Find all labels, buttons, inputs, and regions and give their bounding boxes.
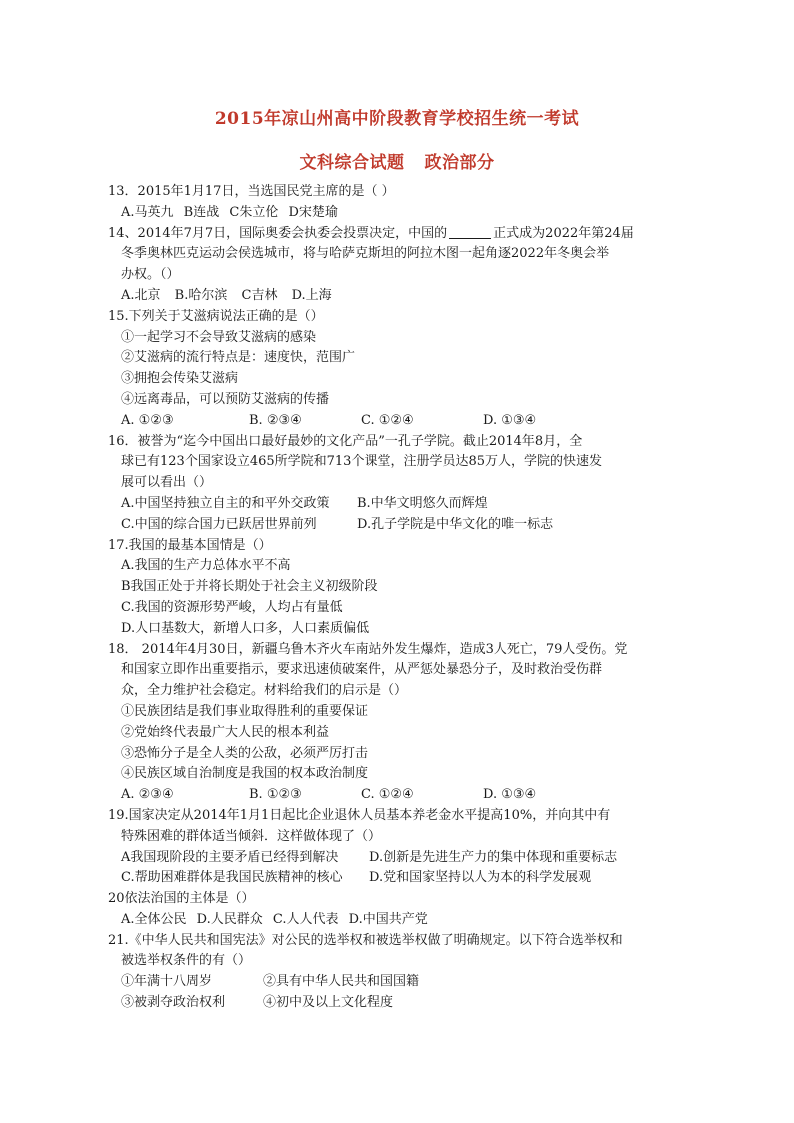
- fill-blank: [449, 224, 491, 239]
- exam-title: 2015年凉山州高中阶段教育学校招生统一考试: [214, 109, 580, 129]
- option: ②具有中华人民共和国国籍: [263, 974, 420, 990]
- question-18-line: 众，全力维护社会稳定。材料给我们的启示是（）: [121, 683, 408, 699]
- option: B我国正处于并将长期处于社会主义初级阶段: [121, 579, 378, 595]
- statement: ④民族区域自治制度是我国的权本政治制度: [121, 766, 369, 782]
- option: A.中国坚持独立自主的和平外交政策: [121, 495, 330, 511]
- question-20-options: [0, 910, 794, 931]
- option: A.北京: [121, 287, 161, 303]
- question-13-options: [0, 203, 794, 224]
- stem-part: 正式成为2022年第24届: [493, 225, 634, 241]
- option: B.中华文明悠久而辉煌: [357, 495, 488, 511]
- option: C吉林: [241, 287, 278, 303]
- question-18-options: [0, 785, 794, 806]
- statement: ③拥抱会传染艾滋病: [121, 371, 239, 387]
- statement: ②艾滋病的流行特点是：速度快，范围广: [121, 350, 356, 366]
- option: C.人人代表: [272, 911, 339, 927]
- question-14-options: [0, 286, 794, 307]
- option: D宋楚瑜: [288, 204, 338, 220]
- question-17-stem: 17.我国的最基本国情是（）: [108, 537, 272, 553]
- option: D.上海: [291, 287, 332, 303]
- question-19-line: 特殊困难的群体适当倾斜．这样做体现了（）: [121, 828, 382, 844]
- exam-subtitle: [0, 148, 794, 173]
- stem-part: 14、2014年7月7日，国际奥委会执委会投票决定，中国的: [108, 225, 448, 241]
- statement: ③恐怖分子是全人类的公敌，必须严厉打击: [121, 745, 369, 761]
- question-19-stem: 19.国家决定从2014年1月1日起比企业退休人员基本养老金水平提高10%，并向其中有: [108, 807, 611, 823]
- subtitle-left: 文科综合试题: [299, 153, 405, 173]
- question-list: [0, 182, 794, 1014]
- option: B. ①②③: [249, 787, 302, 803]
- question-14-line: 办权。（）: [121, 267, 180, 283]
- question-18-stem: 18． 2014年4月30日，新疆乌鲁木齐火车南站外发生爆炸，造成3人死亡，79人受伤。党: [108, 641, 628, 657]
- option: C朱立伦: [229, 204, 279, 220]
- option: D.中国共产党: [348, 911, 428, 927]
- option: C.帮助困难群体是我国民族精神的核心: [121, 870, 343, 886]
- question-21-options: [0, 993, 794, 1014]
- question-19-options: [0, 848, 794, 869]
- question-21-line: 被选举权条件的有（）: [121, 953, 252, 969]
- option: A. ①②③: [121, 412, 174, 428]
- option: D. ①③④: [483, 787, 537, 803]
- statement: ①一起学习不会导致艾滋病的感染: [121, 329, 317, 345]
- option: A.我国的生产力总体水平不高: [121, 558, 291, 574]
- option: ④初中及以上文化程度: [263, 995, 394, 1011]
- option: C.我国的资源形势严峻，人均占有量低: [121, 599, 343, 615]
- statement: ②党始终代表最广大人民的根本利益: [121, 724, 330, 740]
- question-16-line: 球已有123个国家设立465所学院和713个课堂，注册学员达85万人，学院的快速发: [121, 454, 602, 470]
- option: ③被剥夺政治权利: [121, 995, 226, 1011]
- question-15-options: [0, 411, 794, 432]
- question-18-line: 和国家立即作出重要指示，要求迅速侦破案件，从严惩处暴恐分子，及时救治受伤群: [121, 662, 603, 678]
- option: D.党和国家坚持以人为本的科学发展观: [369, 870, 592, 886]
- option: D.人民群众: [196, 911, 263, 927]
- question-21-stem: 21.《中华人民共和国宪法》对公民的选举权和被选举权做了明确规定。以下符合选举权和: [108, 932, 623, 948]
- option: D.创新是先进生产力的集中体现和重要标志: [369, 849, 618, 865]
- statement: ①民族团结是我们事业取得胜利的重要保证: [121, 703, 369, 719]
- option: B.哈尔滨: [174, 287, 228, 303]
- question-20-stem: 20依法治国的主体是（）: [108, 891, 255, 907]
- question-21-options: [0, 972, 794, 993]
- statement: ④远离毒品，可以预防艾滋病的传播: [121, 391, 330, 407]
- question-16-line: 展可以看出（）: [121, 475, 213, 491]
- question-14-stem: [0, 224, 794, 245]
- option: C.中国的综合国力已跃居世界前列: [121, 516, 317, 532]
- option: C. ①②④: [361, 412, 414, 428]
- question-16-options: [0, 494, 794, 515]
- subtitle-right: 政治部分: [424, 153, 495, 173]
- option: B. ②③④: [249, 412, 302, 428]
- option: C. ①②④: [361, 787, 414, 803]
- option: B连战: [183, 204, 220, 220]
- question-16-options: [0, 515, 794, 536]
- question-16-stem: 16．被誉为“迄今中国出口最好最妙的文化产品”一孔子学院。截止2014年8月，全: [108, 433, 583, 449]
- option: D.人口基数大，新增人口多，人口素质偏低: [121, 620, 370, 636]
- option: A.全体公民: [121, 911, 187, 927]
- option: D.孔子学院是中华文化的唯一标志: [357, 516, 554, 532]
- question-13-stem: 13．2015年1月17日，当选国民党主席的是（ ）: [108, 184, 395, 199]
- question-19-options: [0, 868, 794, 889]
- option: A我国现阶段的主要矛盾已经得到解决: [121, 849, 339, 865]
- option: D. ①③④: [483, 412, 537, 428]
- option: A. ②③④: [121, 787, 174, 803]
- option: A.马英九: [121, 204, 174, 220]
- question-14-line: 冬季奥林匹克运动会侯选城市，将与哈萨克斯坦的阿拉木图一起角逐2022年冬奥会举: [121, 246, 610, 262]
- question-15-stem: 15.下列关于艾滋病说法正确的是（）: [108, 308, 324, 324]
- option: ①年满十八周岁: [121, 974, 213, 990]
